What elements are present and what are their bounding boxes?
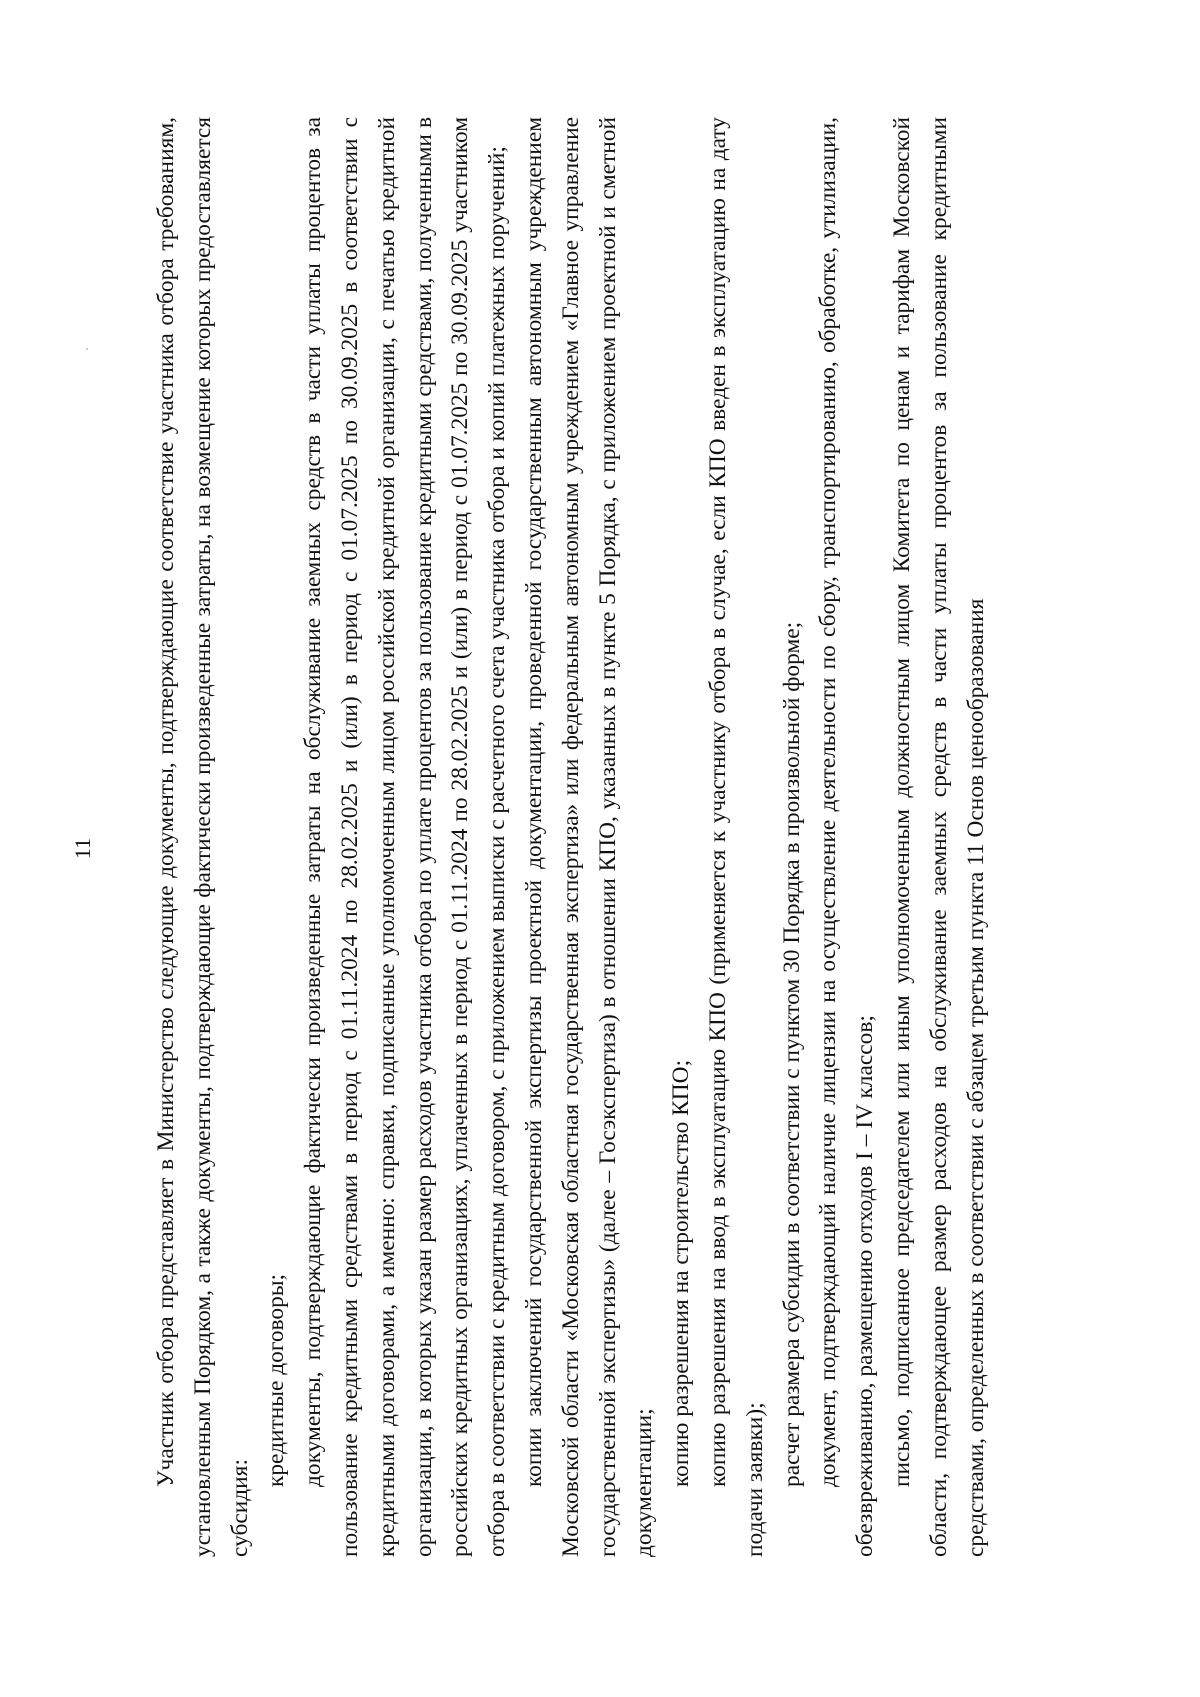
paragraph-expertise-copies: копии заключений государственной экспертизы проектной документации, проведенной государственным автономным учреждением Московской области «Московская областная государственная экспертиза» или федеральным автономным учреждением «Главное управление государственной экспертизы» (далее – Госэкспертиза) в отношении КПО, указанных в пункте 5 Порядка, с приложением проектной и сметной документации; xyxy=(520,117,658,1557)
paragraph-construction-permit: копию разрешения на строительство КПО; xyxy=(668,1059,695,1487)
paragraph-license-document: документ, подтверждающий наличие лицензии на осуществление деятельности по сбору, транспортированию, обработке, утилизации, обезвреживанию, размещению отходов I – IV классов; xyxy=(815,117,879,1557)
page-number: 11 xyxy=(70,837,95,860)
scan-speck xyxy=(86,348,88,350)
paragraph-intro: Участник отбора представляет в Министерство следующие документы, подтверждающие соответствие участника отбора требованиям, установленным Порядком, а также документы, подтверждающие фактически произведенные затраты, на возмещение которых предоставляется субсидия: xyxy=(153,117,253,1557)
paragraph-subsidy-calculation: расчет размера субсидии в соответствии с пунктом 30 Порядка в произвольной форме; xyxy=(778,621,805,1487)
paragraph-tariff-committee-letter: письмо, подписанное председателем или иным уполномоченным должностным лицом Комитета по ценам и тарифам Московской области, подтверждающее размер расходов на обслуживание заемных средств в части уплаты процентов за пользование кредитными средствами, определенных в соответствии с абзацем третьим пункта 11 Основ ценообразования xyxy=(888,117,989,1557)
paragraph-commissioning-permit: копию разрешения на ввод в эксплуатацию КПО (применяется к участнику отбора в случае, если КПО введен в эксплуатацию на дату подачи заявки); xyxy=(704,117,768,1557)
paragraph-credit-agreements: кредитные договоры; xyxy=(263,1273,290,1487)
paragraph-cost-documents: документы, подтверждающие фактически произведенные затраты на обслуживание заемных средств в части уплаты процентов за пользование кредитными средствами в период с 01.11.2024 по 28.02.2025 и (или) в период с 01.07.2025 по 30.09.2025 в соответствии с кредитными договорами, а именно: справки, подписанные уполномоченным лицом российской кредитной организации, с печатью кредитной организации, в которых указан размер расходов участника отбора по уплате процентов за пользование кредитными средствами, полученными в российских кредитных организациях, уплаченных в период с 01.11.2024 по 28.02.2025 и (или) в период с 01.07.2025 по 30.09.2025 участником отбора в соответствии с кредитным договором, с приложением выписки с расчетного счета участника отбора и копий платежных поручений; xyxy=(300,117,511,1557)
body-text xyxy=(148,117,994,1557)
